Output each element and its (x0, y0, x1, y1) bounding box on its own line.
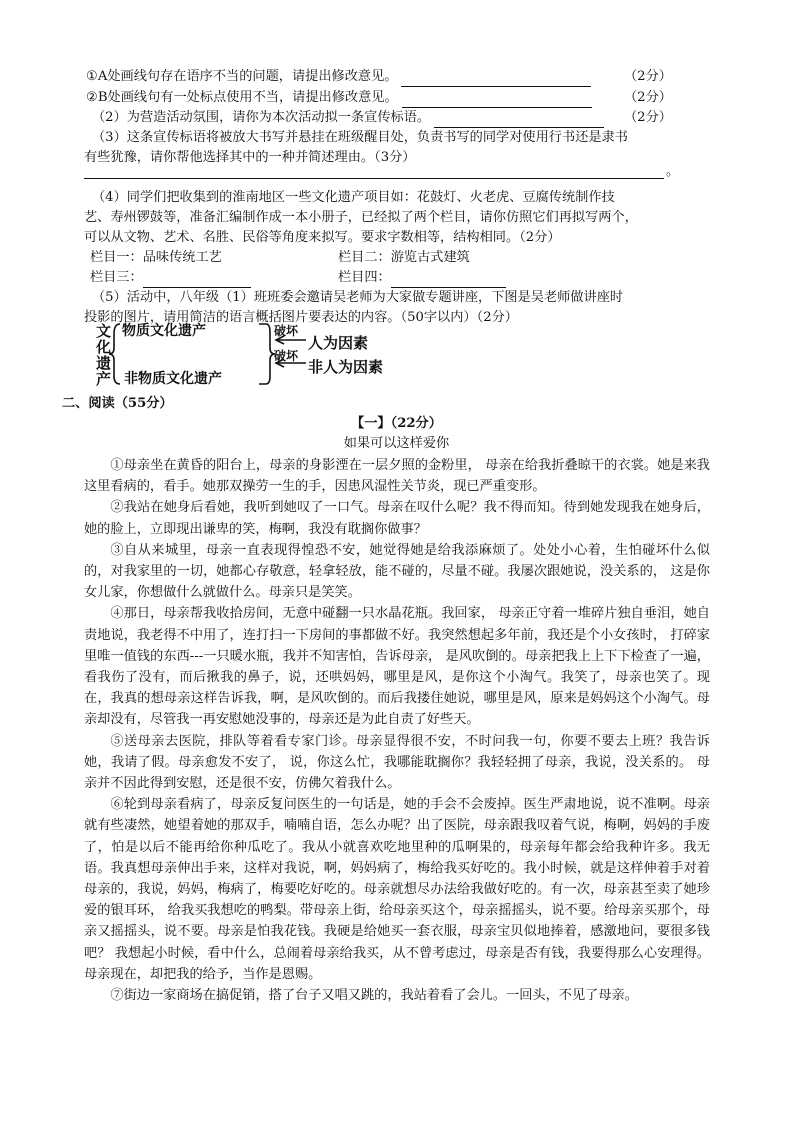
paragraph-3: ③自从来城里，母亲一直表现得惶恐不安，她觉得她是给我添麻烦了。处处小心着，生怕碰坏什么似的，对我家里的一切，她都心存敬意，轻拿轻放，能不碰的，尽量不碰。我屡次跟她说，没关系的， 这是你女儿家，你想做什么就做什么。母亲只是笑笑。 (84, 542, 710, 601)
question-4-line-2: 艺、寿州锣鼓等，准备汇编制作成一本小册子，已经拟了两个栏目，请你仿照它们再拟写两个， (84, 210, 638, 225)
question-2-text: （2）为营造活动氛围，请你为本次活动拟一条宣传标语。 (92, 110, 431, 125)
heritage-diagram (96, 320, 426, 390)
question-1b (86, 88, 592, 108)
score-1a: （2分） (624, 69, 672, 84)
question-1a-text: ①A处画线句存在语序不当的问题，请提出修改意见。 (86, 69, 398, 84)
article-title: 如果可以这样爱你 (343, 436, 450, 451)
score-1b: （2分） (624, 90, 672, 105)
column-3 (90, 268, 251, 288)
diagram-arrow-label-2: 破坏 (274, 349, 299, 363)
question-2 (92, 108, 604, 128)
diagram-root: 文化遗产 (96, 322, 112, 388)
question-4-line-1: （4）同学们把收集到的淮南地区一些文化遗产项目如：花鼓灯、火老虎、豆腐传统制作技 (92, 190, 615, 205)
column-1: 栏目一：品味传统工艺 (90, 250, 222, 265)
answer-blank-1a[interactable] (401, 72, 591, 87)
column-4-label: 栏目四： (338, 270, 391, 285)
answer-blank-2[interactable] (434, 113, 604, 128)
paragraph-1: ①母亲坐在黄昏的阳台上，母亲的身影湮在一层夕照的金粉里， 母亲在给我折叠晾干的衣裳。她是来我这里看病的，看手。她那双操劳一生的手，因患风湿性关节炎，现已严重变形。 (84, 458, 710, 495)
paragraph-7: ⑦街边一家商场在搞促销，搭了台子又唱又跳的，我站着看了会儿。一回头，不见了母亲。 (110, 988, 638, 1004)
paragraph-6: ⑥轮到母亲看病了，母亲反复问医生的一句话是，她的手会不会废掉。医生严肃地说，说不准啊。母亲就有些凄然，她望着她的那双手，喃喃自语，怎么办呢？出了医院，母亲跟我叹着气说，梅啊，妈妈的手废了，怕是以后不能再给你种瓜吃了。我从小就喜欢吃地里种的瓜啊果的，母亲每年都会给我种许多。我无语。我真想母亲伸出手来，这样对我说，啊，妈妈病了，梅给我买好吃的。我小时候，就是这样伸着手对着母亲的，我说，妈妈，梅病了，梅要吃好吃的。母亲就想尽办法给我做好吃的。有一次，母亲甚至卖了她珍爱的银耳环， 给我买我想吃的鸭梨。带母亲上街，给母亲买这个，母亲摇摇头，说不要。给母亲买那个，母亲又摇摇头，说不要。母亲是怕我花钱。我硬是给她买一套衣服，母亲宝贝似地捧着，感激地问，要很多钱吧？ 我想起小时候，看中什么，总闹着母亲给我买，从不曾考虑过，母亲是否有钱，我要得那么心安理得。母亲现在，却把我的给予，当作是恩赐。 (84, 797, 710, 982)
answer-blank-column-3[interactable] (143, 273, 251, 288)
question-1a (86, 67, 591, 87)
column-3-label: 栏目三： (90, 270, 143, 285)
question-4-line-3: 可以从文物、艺术、名胜、民俗等角度来拟写。要求字数相等，结构相同。（2分） (84, 230, 561, 245)
diagram-cause-nonhuman: 非人为因素 (308, 358, 384, 376)
column-4 (338, 268, 506, 288)
section-2-heading: 二、阅读（55分） (62, 396, 173, 411)
question-1b-text: ②B处画线句有一处标点使用不当，请提出修改意见。 (86, 90, 398, 105)
score-2: （2分） (624, 110, 672, 125)
paragraph-5: ⑤送母亲去医院，排队等着看专家门诊。母亲显得很不安，不时问我一句，你要不要去上班？我告诉她，我请了假。母亲愈发不安了， 说，你这么忙，我哪能耽搁你？我轻轻拥了母亲，我说，没关系的。 母亲并不因此得到安慰，还是很不安，仿佛欠着我什么。 (84, 733, 710, 792)
paragraph-2: ②我站在她身后看她，我听到她叹了一口气。母亲在叹什么呢？我不得而知。待到她发现我在她身后，她的脸上，立即现出谦卑的笑，梅啊，我没有耽搁你做事？ (84, 500, 710, 537)
answer-line-3-end: 。 (666, 164, 680, 179)
question-5-line-2: 投影的图片，请用简洁的语言概括图片要表达的内容。（50字以内）（2分） (84, 310, 518, 325)
diagram-arrow-label-1: 破坏 (274, 324, 299, 338)
paragraph-4: ④那日，母亲帮我收拾房间，无意中碰翻一只水晶花瓶。我回家， 母亲正守着一堆碎片独自垂泪，她自责地说，我老得不中用了，连打扫一下房间的事都做不好。我突然想起多年前，我还是个小女孩时， 打碎家里唯一值钱的东西---一只暖水瓶，我并不知害怕，告诉母亲， 是风吹倒的。母亲把我上上下下检查了一遍，看我伤了没有，而后揪我的鼻子，说，还哄妈妈，哪里是风，是你这个小淘气。我笑了，母亲也笑了。现在，我真的想母亲这样告诉我，啊，是风吹倒的。而后我搂住她说，哪里是风，原来是妈妈这个小淘气。母亲却没有，尽管我一再安慰她没事的，母亲还是为此自责了好些天。 (84, 606, 710, 728)
column-2: 栏目二：游览古式建筑 (338, 250, 470, 265)
question-3-line-2: 有些犹豫，请你帮他选择其中的一种并简述理由。（3分） (84, 150, 416, 165)
diagram-cause-human: 人为因素 (308, 334, 369, 352)
article-body (84, 455, 710, 1006)
answer-blank-column-4[interactable] (391, 273, 506, 288)
question-5-line-1: （5）活动中，八年级（1）班班委会邀请吴老师为大家做专题讲座，下图是吴老师做讲座时 (92, 290, 624, 305)
answer-blank-1b[interactable] (402, 93, 592, 108)
question-3-line-1: （3）这条宣传标语将被放大书写并悬挂在班级醒目处，负责书写的同学对使用行书还是隶书 (92, 130, 628, 145)
diagram-branch-material: 物质文化遗产 (122, 323, 206, 339)
part-1-heading: 【一】（22分） (351, 416, 442, 431)
answer-line-3[interactable] (84, 178, 664, 179)
diagram-branch-intangible: 非物质文化遗产 (124, 371, 222, 387)
